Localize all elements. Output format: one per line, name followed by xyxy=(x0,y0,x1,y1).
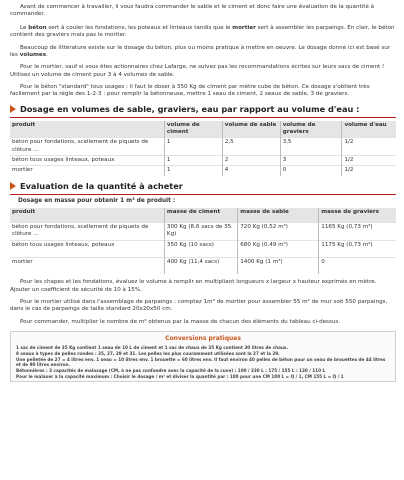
table-header-cell: masse de sable xyxy=(238,208,319,222)
table-cell: béton tous usages linteaux, poteaux xyxy=(10,240,164,257)
intro-paragraph: Avant de commencer à travailler, il vous faudra commander le sable et le ciment et donc faire une évaluation de la quantité à commander. xyxy=(10,4,375,18)
section-title-evaluation: Evaluation de la quantité à acheter xyxy=(10,181,396,192)
arrow-right-icon xyxy=(10,182,16,190)
table-cell: 1 xyxy=(164,138,222,156)
conversion-line: Pour le malaxer à la capacité maximum : Choisir le dosage / m³ et diviser la quantité par : 100 pour une CM 100 L = Q / 1, CM 155 L = Q / 1 xyxy=(16,373,344,379)
table-header-cell: produit xyxy=(10,121,164,138)
table-cell: 400 Kg (11,4 sacs) xyxy=(164,257,237,274)
table-cell: 720 Kg (0,52 m³) xyxy=(238,222,319,240)
mortier-paragraph: Pour le mortier, sauf si vous êtes actionnaires chez Lafarge, ne suivez pas les recommandations écrites sur leurs sacs de ciment ! Utilisez un volume de ciment pour 3 à 4 volumes de sable. xyxy=(10,64,385,78)
table-cell: 4 xyxy=(222,166,280,176)
chapes-paragraph: Pour les chapes et les fondations, évaluez le volume à remplir en multipliant longueurs x largeur x hauteur exprimés en mètre. Ajouter un coefficient de sécurité de 10 à 15%. xyxy=(10,279,377,293)
table-cell: mortier xyxy=(10,257,164,274)
table-cell: 0 xyxy=(319,257,396,274)
table-cell: 0 xyxy=(280,166,342,176)
table-cell: béton tous usages linteaux, poteaux xyxy=(10,156,164,166)
table-row xyxy=(10,222,396,240)
table-cell: 1/2 xyxy=(342,138,396,156)
table-header-row xyxy=(10,208,396,222)
table-cell: 3,5 xyxy=(280,138,342,156)
table-cell: 1175 Kg (0,73 m³) xyxy=(319,240,396,257)
volumes-paragraph: Beaucoup de littérature existe sur le dosage du béton, plus ou moins pratique à mettre en oeuvre. Le dosage donné ici est basé sur les volumes. xyxy=(10,44,391,58)
mass-dosage-table xyxy=(10,208,396,274)
table-row xyxy=(10,240,396,257)
table-header-cell: volume de sable xyxy=(222,121,280,138)
commande-paragraph: Pour commander, multiplier le nombre de m³ obtenus par la masse de chacun des éléments du tableau ci-dessus. xyxy=(20,318,341,325)
table-cell: 1 xyxy=(164,156,222,166)
conversions-box xyxy=(10,331,396,382)
table-cell: 2 xyxy=(222,156,280,166)
volume-dosage-table xyxy=(10,121,396,176)
conversions-title: Conversions pratiques xyxy=(165,335,241,343)
section-title-dosage: Dosage en volumes de sable, graviers, eau par rapport au volume d'eau : xyxy=(10,104,396,115)
table-row xyxy=(10,138,396,156)
table-header-cell: volume de ciment xyxy=(164,121,222,138)
table-cell: 1400 Kg (1 m³) xyxy=(238,257,319,274)
beton-standard-paragraph: Pour le béton "standard" tous usages : il faut le doser à 350 Kg de ciment par mètre cube de béton. Ce dosage s'obtient très facilement par la règle des 1-2-3 : pour remplir la bétonneuse, mettre 1 seau de ciment, 2 seaux de sable, 3 de graviers. xyxy=(10,84,370,98)
table-cell: 1/2 xyxy=(342,166,396,176)
table-header-cell: volume de graviers xyxy=(280,121,342,138)
table-header-cell: volume d'eau xyxy=(342,121,396,138)
table-header-cell: masse de ciment xyxy=(164,208,237,222)
arrow-right-icon xyxy=(10,105,16,113)
table-cell: 1 xyxy=(164,166,222,176)
table-cell: béton pour fondations, scellement de piquets de clôture ... xyxy=(10,138,164,156)
table-cell: 350 Kg (10 sacs) xyxy=(164,240,237,257)
table-cell: 3 xyxy=(280,156,342,166)
table-cell: mortier xyxy=(10,166,164,176)
table-cell: 680 Kg (0,49 m³) xyxy=(238,240,319,257)
table-cell: béton pour fondations, scellement de piquets de clôture ... xyxy=(10,222,164,240)
table-row xyxy=(10,166,396,176)
section-divider xyxy=(10,117,396,118)
table-header-row xyxy=(10,121,396,138)
conversion-line: 8 seaux à types de pelles rondes : 25, 27, 29 et 31. Les pelles les plus couramment utilisées sont la 27 et la 29. xyxy=(16,350,280,356)
table-header-cell: produit xyxy=(10,208,164,222)
table-row xyxy=(10,156,396,166)
parpaings-paragraph: Pour le mortier utilisé dans l'assemblage de parpaings : comptez 1m³ de mortier pour assembler 55 m² de mur soit 550 parpaings, dans le cas de parpaings de taille standard 20x20x50 cm. xyxy=(10,298,388,313)
conversion-line: Bétonnières : 3 capacités de malaxage (CM, à ne pas confondre avec la capacité de la cuve) : 100 / 230 L : 175 / 155 L : 130 / 110 L xyxy=(16,368,326,374)
conversion-line: Une pelletée de 27 = 4 litres env. 1 seau = 10 litres env. 1 brouette = 60 litres env. Il faut environ 40 pelles de béton pour un seau de brouettes de 44 litres et de 90 litres environ. xyxy=(16,356,386,368)
table-cell: 1165 Kg (0,73 m³) xyxy=(319,222,396,240)
table-cell: 2,5 xyxy=(222,138,280,156)
beton-mortier-paragraph: Le béton sert à couler les fondations, les poteaux et linteaux tandis que le mortier sert à assembler les parpaings. En clair, le béton contient des graviers mais pas le mortier. xyxy=(10,24,395,39)
table-subtitle: Dosage en masse pour obtenir 1 m³ de produit : xyxy=(18,197,176,204)
table-cell: 300 Kg (8,6 sacs de 35 Kg) xyxy=(164,222,237,240)
table-cell: 1/2 xyxy=(342,156,396,166)
section-divider xyxy=(10,194,396,195)
conversion-line: 1 sac de ciment de 35 Kg contient 1 seau de 10 L de ciment et 1 sac de chaux de 35 Kg contient 30 litres de chaux. xyxy=(16,345,289,351)
table-header-cell: masse de graviers xyxy=(319,208,396,222)
table-row xyxy=(10,257,396,274)
